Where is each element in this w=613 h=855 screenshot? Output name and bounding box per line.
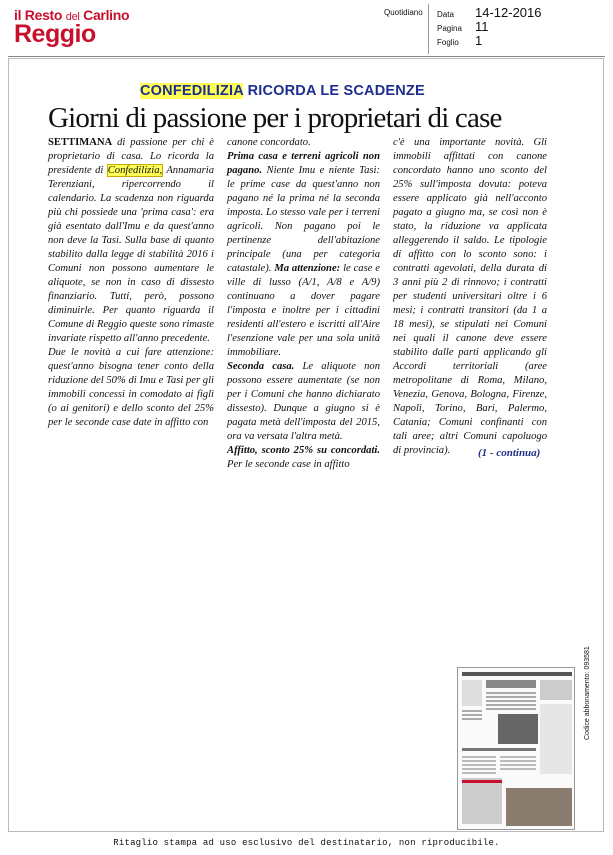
newspaper-logo-edition: Reggio: [14, 20, 96, 48]
article-column-2: canone concordato. Prima casa e terreni agricoli non pagano. Niente Imu e niente Tasi: le prime case da quest'anno non pagano né la prima né la seconda imposta. Lo stesso vale per i terreni agricoli. Non pagano poi le pertinenze dell'abitazione principale (una per categoria catastale). Ma attenzione: le case e ville di lusso (A/1, A/8 e A/9) continuano a dover pagare l'imposta e inoltre per i cittadini residenti all'estero e iscritti all'Aire l'esenzione vale per una sola unità immobiliare. Seconda casa. Le aliquote non possono essere aumentate (se non per i Comuni che hanno dichiarato dissesto). Dunque a giugno si è pagata metà dell'imposta del 2015, ora va versata l'altra metà. Affitto, sconto 25% su concordati. Per le seconde case in affitto: [227, 137, 380, 470]
page-value: 11: [475, 19, 489, 34]
paragraph-novita: Due le novità a cui fare attenzione: quest'anno bisogna tener conto della riduzione del 50% di Imu e Tasi per gli immobili concessi in comodato ai figli (o ai genitori) e dello sconto del 25% per le seconde case date in affitto con: [48, 347, 214, 428]
footer-notice: Ritaglio stampa ad uso esclusivo del destinatario, non riproducibile.: [113, 838, 500, 848]
sheet-value: 1: [475, 33, 483, 48]
newspaper-logo-top: il Resto del Carlino: [14, 7, 130, 23]
subscription-code: Codice abbonamento: 093581: [584, 646, 591, 740]
article-kicker: CONFEDILIZIA RICORDA LE SCADENZE: [140, 83, 425, 99]
continued-note: (1 - continua): [478, 447, 541, 459]
subhead-attenzione: Ma attenzione:: [274, 263, 341, 274]
date-value: 14-12-2016: [475, 5, 542, 20]
article-column-1: SETTIMANA di passione per chi è proprietario di casa. Lo ricorda la presidente di Confedilizia, Annamaria Terenziani, ripercorrendo il calendario. La scadenza non riguarda più chi possiede una 'prima casa': era già esentato dall'Imu e da quest'anno non deve la Tasi. Sulla base di quanto stabilito dalla legge di stabilità 2016 i Comuni non possono aumentare le aliquote, se non in caso di dissesto finanziario. Tutti, però, possono diminuirle. Per quanto riguarda il Comune di Reggio queste sono rimaste invariate rispetto all'anno precedente. Due le novità a cui fare attenzione: quest'anno bisogna tener conto della riduzione del 50% di Imu e Tasi per gli immobili concessi in comodato ai figli (o ai genitori) e dello sconto del 25% per le seconde case date in affitto con: [48, 137, 214, 428]
page-thumbnail: [457, 667, 575, 830]
header-divider: [428, 4, 429, 54]
subhead-seconda-casa: Seconda casa.: [227, 361, 295, 372]
publication-type: Quotidiano: [384, 8, 423, 17]
article-column-3: c'è una importante novità. Gli immobili affittati con canone concordato hanno uno sconto del 25% sull'imposta dovuta: poteva essere applicato già nell'acconto pagato a giugno ma, se così non è stato, la riduzione va applicata alleggerendo il saldo. Le tipologie di affitto con lo sconto sono: i contratti agevolati, della durata di 3 anni più 2 di rinnovo; i contratti per studenti universitari oltre i 6 mesi; i contratti transitori (da 1 a 18 mesi), se stipulati nei Comuni nei quali il canone deve essere stabilito dalle parti applicando gli Accordi territoriali (aree metropolitane di Roma, Milano, Venezia, Genova, Bologna, Firenze, Napoli, Torino, Bari, Palermo, Catania; Comuni confinanti con tali aree; altri Comuni capoluogo di provincia).: [393, 137, 547, 456]
subhead-affitto: Affitto, sconto 25% su concordati.: [227, 445, 380, 456]
highlight-confedilizia: Confedilizia,: [107, 165, 163, 176]
page-thumbnail-image: [458, 668, 575, 830]
date-label: Data: [437, 10, 454, 19]
lead-word: SETTIMANA: [48, 137, 113, 148]
article-title: Giorni di passione per i proprietari di case: [48, 102, 502, 134]
page-label: Pagina: [437, 24, 462, 33]
header-rule: [8, 56, 605, 57]
subhead-prima-casa: Prima casa e terreni agricoli non pagano.: [227, 151, 380, 176]
sheet-label: Foglio: [437, 38, 459, 47]
